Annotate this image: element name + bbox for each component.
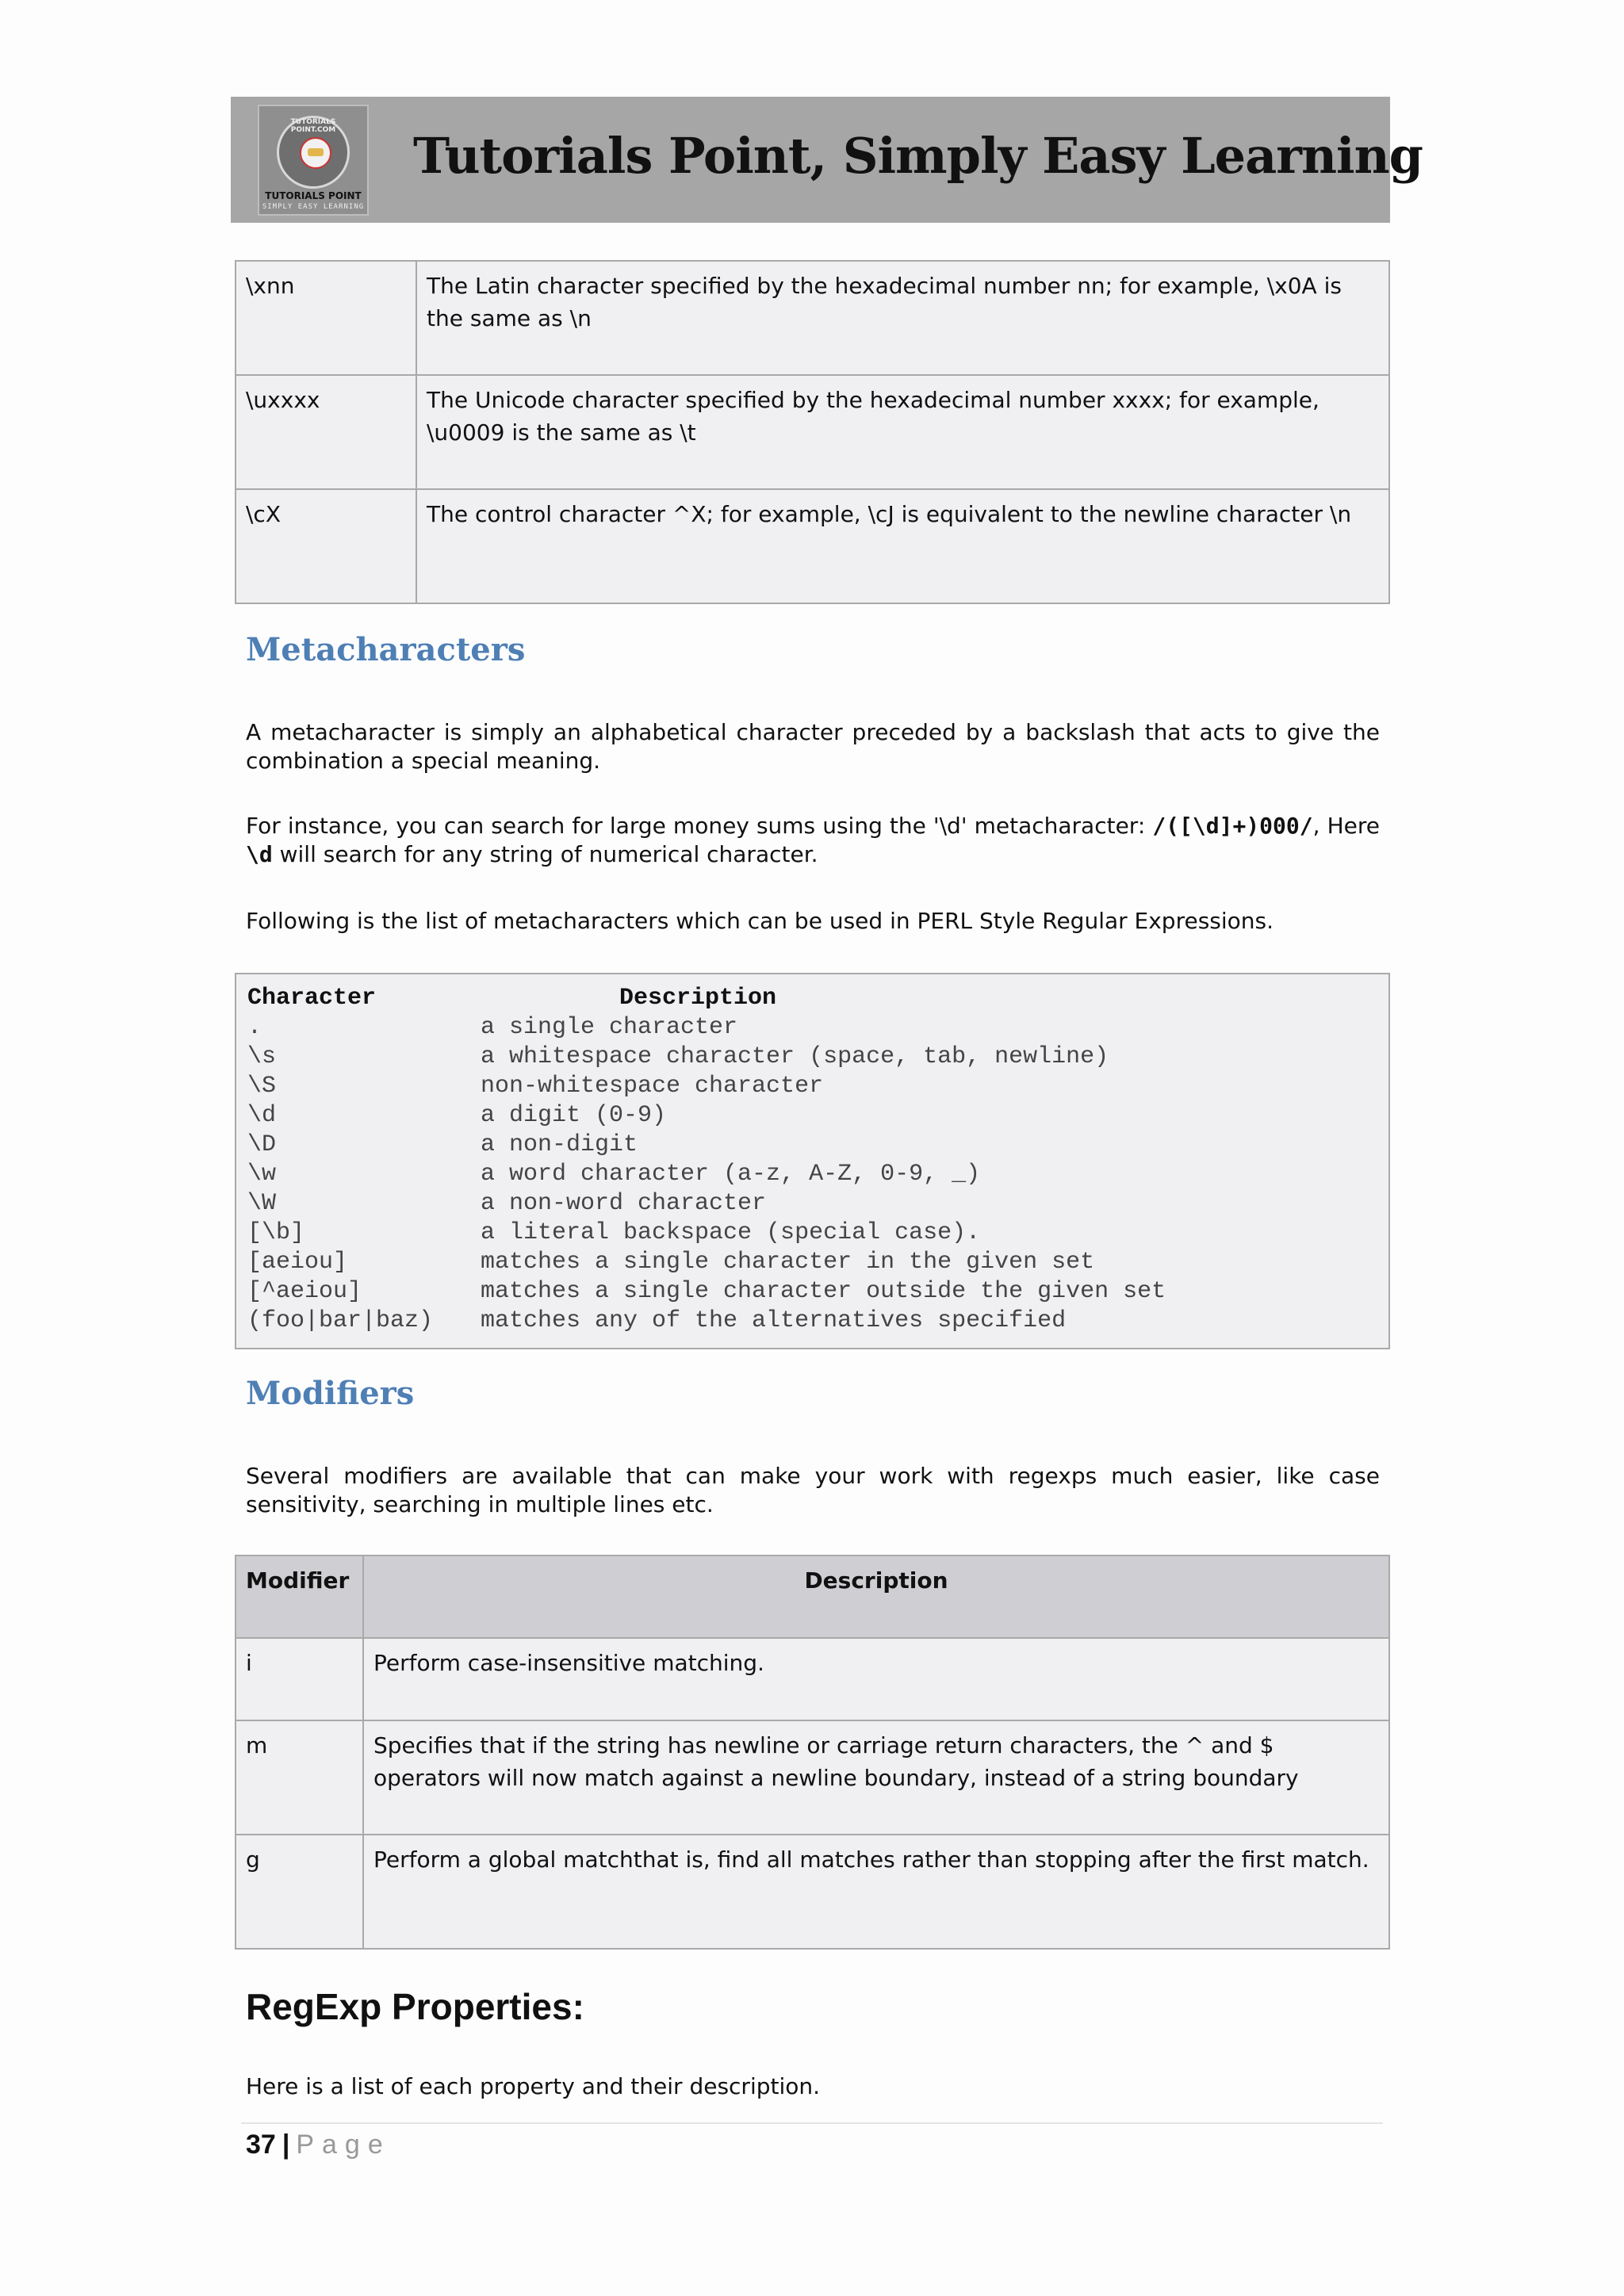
code-desc: a non-digit (481, 1131, 638, 1158)
code-table-row (247, 1131, 1377, 1160)
code-char: [\b] (247, 1219, 305, 1246)
code-char: (foo|bar|baz) (247, 1307, 434, 1334)
footer-divider (241, 2122, 1383, 2124)
code-table-row (247, 1013, 1377, 1043)
logo-name: TUTORIALS POINT (265, 190, 362, 201)
table-row (236, 1720, 1389, 1835)
metacharacters-example-paragraph (246, 812, 1380, 869)
table-cell-description: The Unicode character specified by the hexadecimal number xxxx; for example, \u0009 is the same as \t (416, 375, 1389, 489)
example-text-prefix: For instance, you can search for large money sums using the '\d' metacharacter: (246, 813, 1153, 839)
code-desc: matches a single character outside the given set (481, 1278, 1166, 1305)
example-digit-code: \d (246, 841, 273, 867)
table-cell-modifier: i (236, 1638, 363, 1720)
table-cell-description: Perform case-insensitive matching. (363, 1638, 1389, 1720)
code-desc: a single character (481, 1014, 738, 1041)
code-table-row (247, 1043, 1377, 1072)
metacharacters-code-table (235, 973, 1390, 1349)
code-char: \W (247, 1190, 277, 1217)
modifiers-heading: Modifiers (246, 1375, 415, 1412)
code-desc: a literal backspace (special case). (481, 1219, 981, 1246)
table-cell-sequence: \cX (236, 489, 416, 603)
code-table-row (247, 1277, 1377, 1307)
table-row (236, 1638, 1389, 1720)
logo-globe-icon (300, 137, 331, 169)
footer-separator: | (282, 2130, 290, 2160)
code-char: \w (247, 1161, 277, 1188)
page-header-banner (231, 97, 1423, 223)
code-char: \s (247, 1043, 277, 1070)
code-table-row (247, 1248, 1377, 1277)
header-title: Tutorials Point, Simply Easy Learning (413, 127, 1423, 185)
example-text-mid: , Here (1312, 813, 1380, 839)
table-cell-description: The control character ^X; for example, \cJ is equivalent to the newline character \n (416, 489, 1389, 603)
header-cell-modifier: Modifier (236, 1556, 363, 1638)
metacharacters-list-intro: Following is the list of metacharacters which can be used in PERL Style Regular Expressions. (246, 908, 1274, 934)
metacharacters-intro-paragraph: A metacharacter is simply an alphabetical character preceded by a backslash that acts to give the combination a special meaning. (246, 719, 1380, 774)
table-cell-sequence: \xnn (236, 261, 416, 375)
code-table-row (247, 1307, 1377, 1336)
code-table-header (247, 984, 1377, 1013)
modifiers-table (235, 1555, 1390, 1950)
code-header-description: Description (619, 985, 777, 1012)
code-char: [^aeiou] (247, 1278, 362, 1305)
table-cell-sequence: \uxxxx (236, 375, 416, 489)
code-desc: a digit (0-9) (481, 1102, 667, 1129)
example-text-suffix: will search for any string of numerical character. (272, 841, 818, 867)
code-char: \d (247, 1102, 277, 1129)
tutorials-point-logo (258, 105, 369, 216)
code-table-row (247, 1219, 1377, 1248)
code-table-row (247, 1072, 1377, 1101)
logo-ring-text: TUTORIALS POINT.COM (290, 118, 336, 134)
code-desc: a whitespace character (space, tab, newline) (481, 1043, 1109, 1070)
table-cell-description: The Latin character specified by the hexadecimal number nn; for example, \x0A is the same as \n (416, 261, 1389, 375)
code-char: [aeiou] (247, 1249, 348, 1276)
code-table-row (247, 1189, 1377, 1219)
code-char: \S (247, 1073, 277, 1100)
code-desc: a non-word character (481, 1190, 767, 1217)
code-header-character: Character (247, 985, 377, 1012)
code-char: \D (247, 1131, 277, 1158)
page-footer (246, 2130, 391, 2160)
code-desc: matches a single character in the given set (481, 1249, 1095, 1276)
page-number: 37 (246, 2130, 276, 2160)
header-cell-description: Description (363, 1556, 1389, 1638)
table-cell-description: Perform a global matchthat is, find all matches rather than stopping after the first match. (363, 1835, 1389, 1949)
code-desc: non-whitespace character (481, 1073, 824, 1100)
table-header-row (236, 1556, 1389, 1638)
code-desc: a word character (a-z, A-Z, 0-9, _) (481, 1161, 981, 1188)
table-cell-modifier: m (236, 1720, 363, 1835)
table-cell-modifier: g (236, 1835, 363, 1949)
example-regex-code: /([\d]+)000/ (1152, 813, 1313, 839)
metacharacters-heading: Metacharacters (246, 631, 526, 668)
table-row (236, 261, 1389, 375)
code-desc: matches any of the alternatives specified (481, 1307, 1067, 1334)
logo-ring (277, 116, 350, 189)
table-row (236, 489, 1389, 603)
escape-sequence-table (235, 260, 1390, 604)
code-table-row (247, 1101, 1377, 1131)
page-label: Page (296, 2130, 391, 2160)
regexp-properties-intro: Here is a list of each property and their description. (246, 2073, 821, 2099)
table-cell-description: Specifies that if the string has newline or carriage return characters, the ^ and $ operators will now match against a newline boundary, instead of a string boundary (363, 1720, 1389, 1835)
regexp-properties-heading: RegExp Properties: (246, 1986, 584, 2027)
table-row (236, 1835, 1389, 1949)
modifiers-intro-paragraph: Several modifiers are available that can make your work with regexps much easier, like case sensitivity, searching in multiple lines etc. (246, 1463, 1380, 1517)
code-char: . (247, 1014, 262, 1041)
logo-tagline: SIMPLY EASY LEARNING (262, 203, 365, 211)
code-table-row (247, 1160, 1377, 1189)
table-row (236, 375, 1389, 489)
